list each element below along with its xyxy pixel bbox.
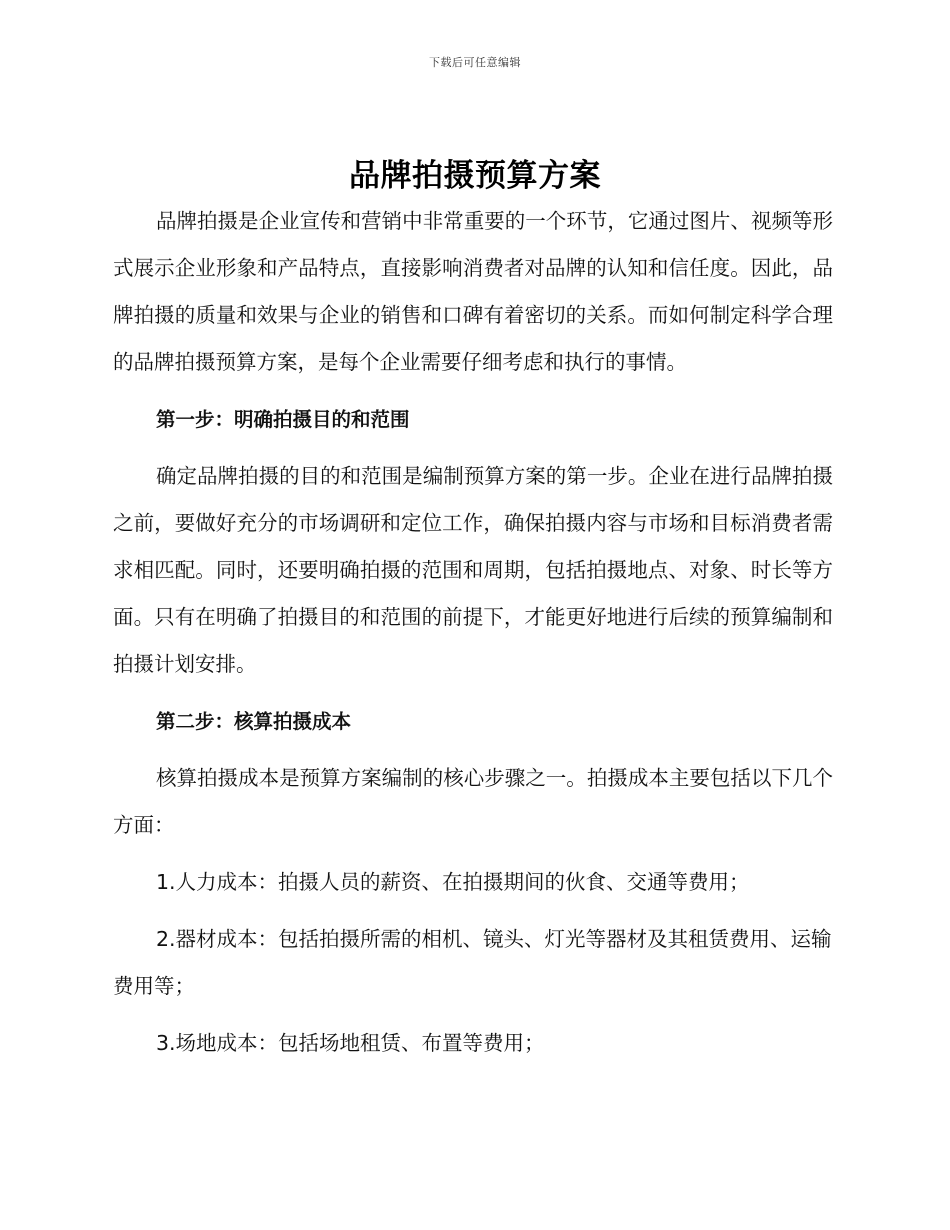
intro-paragraph: 品牌拍摄是企业宣传和营销中非常重要的一个环节，它通过图片、视频等形式展示企业形象和产品特点，直接影响消费者对品牌的认知和信任度。因此，品牌拍摄的质量和效果与企业的销售和口碑有着密切的关系。而如何制定科学合理的品牌拍摄预算方案，是每个企业需要仔细考虑和执行的事情。 — [113, 209, 833, 374]
document-title: 品牌拍摄预算方案 — [349, 158, 601, 194]
step1-paragraph: 确定品牌拍摄的目的和范围是编制预算方案的第一步。企业在进行品牌拍摄之前，要做好充分的市场调研和定位工作，确保拍摄内容与市场和目标消费者需求相匹配。同时，还要明确拍摄的范围和周期，包括拍摄地点、对象、时长等方面。只有在明确了拍摄目的和范围的前提下，才能更好地进行后续的预算编制和拍摄计划安排。 — [113, 464, 833, 676]
cost-item-labor: 1.人力成本：拍摄人员的薪资、在拍摄期间的伙食、交通等费用； — [156, 870, 750, 894]
cost-item-equipment: 2.器材成本：包括拍摄所需的相机、镜头、灯光等器材及其租赁费用、运输费用等； — [113, 927, 832, 998]
step2-heading: 第二步：核算拍摄成本 — [156, 710, 352, 733]
cost-item-venue: 3.场地成本：包括场地租赁、布置等费用； — [156, 1031, 545, 1055]
header-note: 下载后可任意编辑 — [429, 56, 521, 69]
document-body — [113, 198, 833, 1077]
step1-heading: 第一步：明确拍摄目的和范围 — [156, 408, 410, 431]
step2-paragraph: 核算拍摄成本是预算方案编制的核心步骤之一。拍摄成本主要包括以下几个方面： — [113, 766, 833, 837]
